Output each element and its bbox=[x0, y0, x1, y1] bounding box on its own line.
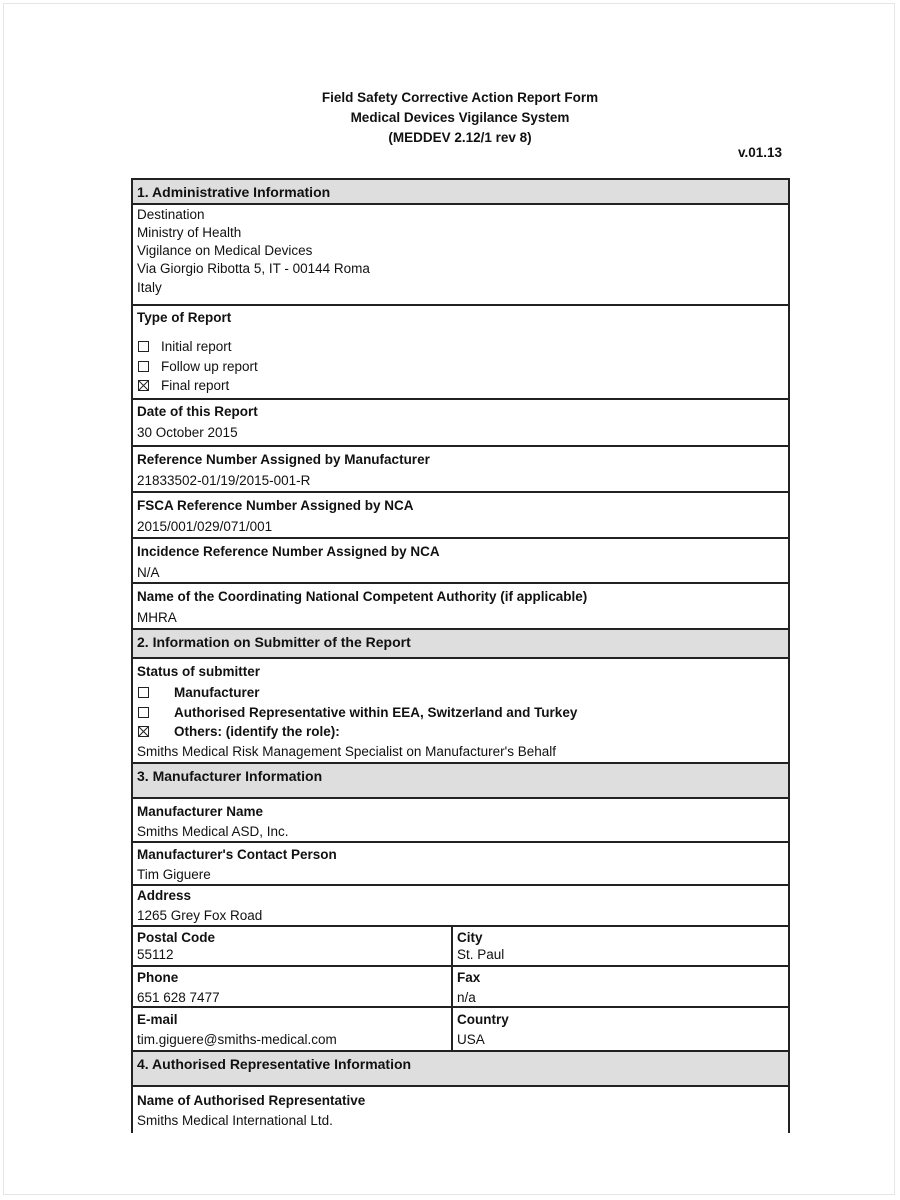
field-value: 1265 Grey Fox Road bbox=[137, 908, 263, 923]
checkbox-checked-icon[interactable] bbox=[138, 726, 149, 737]
manufacturer-reference-field bbox=[133, 447, 788, 493]
field-label: Name of the Coordinating National Competent Authority (if applicable) bbox=[137, 589, 588, 604]
field-label: Phone bbox=[137, 970, 179, 985]
phone-fax-row bbox=[133, 967, 788, 1008]
other-role-value: Smiths Medical Risk Management Specialist on Manufacturer's Behalf bbox=[137, 743, 557, 759]
checkbox-unchecked-icon[interactable] bbox=[138, 707, 149, 718]
incidence-reference-field bbox=[133, 539, 788, 584]
option-follow-up-report[interactable] bbox=[137, 357, 784, 377]
section-1-header: 1. Administrative Information bbox=[133, 180, 788, 205]
destination-line: Vigilance on Medical Devices bbox=[137, 243, 313, 258]
option-final-report[interactable] bbox=[137, 376, 784, 396]
address-field bbox=[133, 886, 788, 927]
field-value: Smiths Medical ASD, Inc. bbox=[137, 824, 289, 839]
field-label: City bbox=[457, 930, 483, 945]
email-field bbox=[133, 1008, 453, 1050]
manufacturer-name-field bbox=[133, 799, 788, 843]
field-label: Manufacturer Name bbox=[137, 804, 264, 819]
authorised-rep-name-field bbox=[133, 1087, 788, 1133]
option-label: Final report bbox=[161, 378, 230, 393]
destination-block bbox=[133, 205, 788, 306]
country-field bbox=[453, 1008, 788, 1050]
field-value: 2015/001/029/071/001 bbox=[137, 519, 273, 534]
field-value: 55112 bbox=[137, 947, 174, 962]
option-label: Others: (identify the role): bbox=[174, 724, 340, 739]
contact-person-field bbox=[133, 843, 788, 886]
title-line-3: (MEDDEV 2.12/1 rev 8) bbox=[388, 130, 532, 145]
form-version: v.01.13 bbox=[737, 145, 782, 160]
status-of-submitter-label: Status of submitter bbox=[137, 664, 261, 679]
field-value: 21833502-01/19/2015-001-R bbox=[137, 473, 311, 488]
title-line-1: Field Safety Corrective Action Report Form bbox=[321, 90, 599, 105]
coordinating-nca-field bbox=[133, 584, 788, 630]
option-others[interactable] bbox=[137, 722, 784, 742]
field-label: Postal Code bbox=[137, 930, 216, 945]
option-manufacturer[interactable] bbox=[137, 683, 784, 703]
field-label: Fax bbox=[457, 970, 481, 985]
phone-field bbox=[133, 967, 453, 1006]
section-3-header: 3. Manufacturer Information bbox=[133, 764, 788, 799]
type-of-report-label: Type of Report bbox=[137, 310, 232, 325]
option-authorised-representative[interactable] bbox=[137, 703, 784, 723]
field-value: n/a bbox=[457, 990, 476, 1005]
checkbox-checked-icon[interactable] bbox=[138, 380, 149, 391]
field-value: 30 October 2015 bbox=[137, 425, 238, 440]
field-label: Address bbox=[137, 888, 192, 903]
postal-code-field bbox=[133, 927, 453, 965]
field-label: E-mail bbox=[137, 1012, 178, 1027]
option-initial-report[interactable] bbox=[137, 337, 784, 357]
field-label: Incidence Reference Number Assigned by NCA bbox=[137, 544, 440, 559]
destination-line: Italy bbox=[137, 280, 162, 295]
destination-line: Ministry of Health bbox=[137, 225, 242, 240]
form-title bbox=[230, 88, 690, 148]
field-value: MHRA bbox=[137, 610, 177, 625]
field-value: Smiths Medical International Ltd. bbox=[137, 1113, 333, 1128]
field-label: Date of this Report bbox=[137, 404, 258, 419]
field-value: St. Paul bbox=[457, 947, 505, 962]
fax-field bbox=[453, 967, 788, 1006]
date-of-report-field bbox=[133, 400, 788, 447]
destination-line: Via Giorgio Ribotta 5, IT - 00144 Roma bbox=[137, 261, 370, 276]
destination-label: Destination bbox=[137, 207, 205, 222]
field-label: Name of Authorised Representative bbox=[137, 1093, 366, 1108]
field-label: Reference Number Assigned by Manufacturer bbox=[137, 452, 430, 467]
type-of-report-block bbox=[133, 306, 788, 400]
city-field bbox=[453, 927, 788, 965]
field-value: N/A bbox=[137, 565, 160, 580]
option-label: Follow up report bbox=[161, 358, 258, 374]
field-label: Country bbox=[457, 1012, 509, 1027]
field-value: 651 628 7477 bbox=[137, 990, 220, 1005]
option-label: Authorised Representative within EEA, Switzerland and Turkey bbox=[174, 704, 578, 720]
email-country-row bbox=[133, 1008, 788, 1052]
section-2-header: 2. Information on Submitter of the Report bbox=[133, 630, 788, 659]
submitter-status-block bbox=[133, 659, 788, 764]
fsca-report-form bbox=[131, 178, 790, 1133]
postal-city-row bbox=[133, 927, 788, 967]
option-label: Manufacturer bbox=[174, 685, 260, 700]
field-label: Manufacturer's Contact Person bbox=[137, 847, 337, 862]
field-value: tim.giguere@smiths-medical.com bbox=[137, 1032, 337, 1047]
fsca-reference-field bbox=[133, 493, 788, 539]
checkbox-unchecked-icon[interactable] bbox=[138, 687, 149, 698]
field-value: Tim Giguere bbox=[137, 867, 211, 882]
title-line-2: Medical Devices Vigilance System bbox=[350, 110, 570, 125]
checkbox-unchecked-icon[interactable] bbox=[138, 361, 149, 372]
checkbox-unchecked-icon[interactable] bbox=[138, 341, 149, 352]
section-4-header: 4. Authorised Representative Information bbox=[133, 1052, 788, 1087]
field-label: FSCA Reference Number Assigned by NCA bbox=[137, 498, 414, 513]
field-value: USA bbox=[457, 1032, 485, 1047]
option-label: Initial report bbox=[161, 339, 232, 354]
